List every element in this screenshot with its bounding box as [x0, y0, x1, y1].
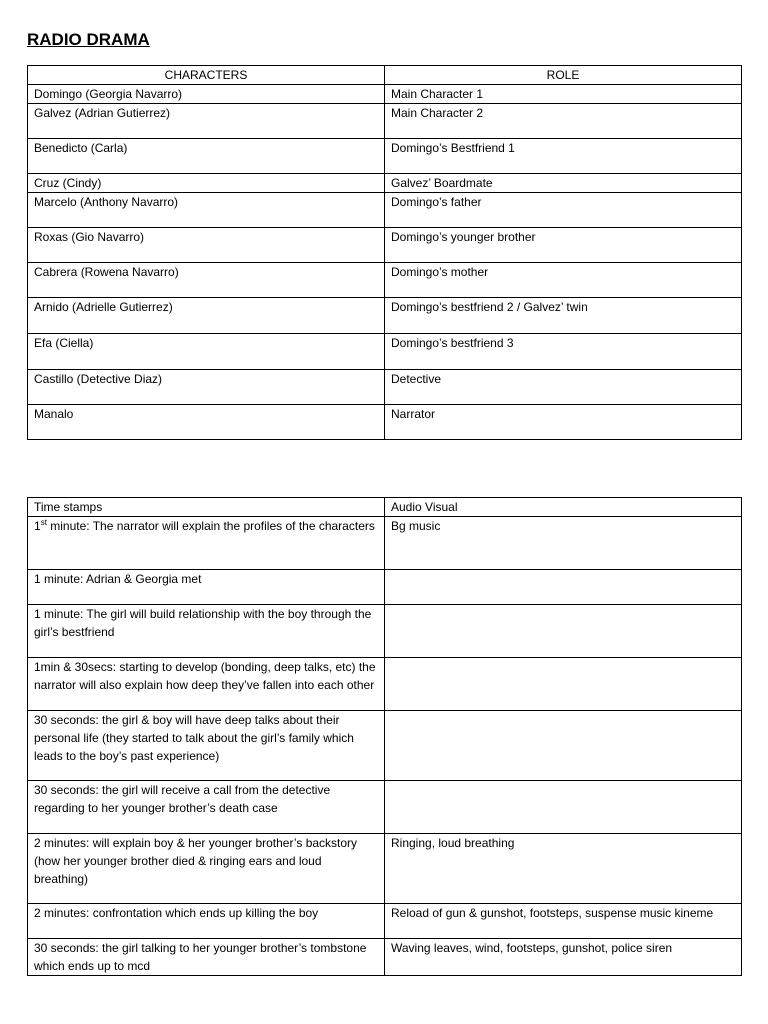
character-cell: Roxas (Gio Navarro) — [28, 228, 385, 263]
table-row — [28, 85, 742, 104]
time-cell: 1min & 30secs: starting to develop (bonding, deep talks, etc) the narrator will also explain how deep they’ve fallen into each other — [28, 658, 385, 711]
role-cell: Galvez’ Boardmate — [385, 174, 742, 193]
time-cell — [28, 517, 385, 570]
role-cell: Narrator — [385, 405, 742, 440]
table-row — [28, 517, 742, 570]
audio-cell: Bg music — [385, 517, 742, 570]
audio-cell — [385, 605, 742, 658]
table-row — [28, 570, 742, 605]
time-cell: 1 minute: Adrian & Georgia met — [28, 570, 385, 605]
table-row — [28, 370, 742, 405]
time-cell: 2 minutes: confrontation which ends up killing the boy — [28, 904, 385, 939]
table-row — [28, 834, 742, 904]
time-cell: 1 minute: The girl will build relationship with the boy through the girl’s bestfriend — [28, 605, 385, 658]
character-cell: Galvez (Adrian Gutierrez) — [28, 104, 385, 139]
table-row — [28, 405, 742, 440]
table-header-row — [28, 498, 742, 517]
audio-cell: Ringing, loud breathing — [385, 834, 742, 904]
page-title: RADIO DRAMA — [27, 30, 150, 49]
timestamps-table — [27, 497, 742, 976]
table-row — [28, 263, 742, 298]
audio-cell — [385, 711, 742, 781]
character-cell: Manalo — [28, 405, 385, 440]
table-row — [28, 193, 742, 228]
time-cell: 30 seconds: the girl talking to her younger brother’s tombstone which ends up to mcd — [28, 939, 385, 976]
table-row — [28, 298, 742, 334]
audio-cell — [385, 570, 742, 605]
table-row — [28, 228, 742, 263]
role-cell: Main Character 2 — [385, 104, 742, 139]
character-cell: Efa (Ciella) — [28, 334, 385, 370]
role-cell: Domingo’s bestfriend 3 — [385, 334, 742, 370]
column-header-time-stamps: Time stamps — [28, 498, 385, 517]
table-row — [28, 174, 742, 193]
table-row — [28, 605, 742, 658]
column-header-role: ROLE — [385, 66, 742, 85]
column-header-audio-visual: Audio Visual — [385, 498, 742, 517]
role-cell: Domingo’s bestfriend 2 / Galvez’ twin — [385, 298, 742, 334]
time-cell: 2 minutes: will explain boy & her younger brother’s backstory (how her younger brother died & ringing ears and loud breathing) — [28, 834, 385, 904]
table-row — [28, 939, 742, 976]
character-cell: Benedicto (Carla) — [28, 139, 385, 174]
role-cell: Domingo’s mother — [385, 263, 742, 298]
audio-cell: Waving leaves, wind, footsteps, gunshot, police siren — [385, 939, 742, 976]
audio-cell: Reload of gun & gunshot, footsteps, suspense music kineme — [385, 904, 742, 939]
character-cell: Marcelo (Anthony Navarro) — [28, 193, 385, 228]
table-row — [28, 139, 742, 174]
audio-cell — [385, 781, 742, 834]
table-row — [28, 104, 742, 139]
table-header-row — [28, 66, 742, 85]
table-row — [28, 334, 742, 370]
table-row — [28, 658, 742, 711]
role-cell: Domingo’s father — [385, 193, 742, 228]
time-cell: 30 seconds: the girl & boy will have deep talks about their personal life (they started to talk about the girl’s family which leads to the boy’s past experience) — [28, 711, 385, 781]
character-cell: Cruz (Cindy) — [28, 174, 385, 193]
character-cell: Domingo (Georgia Navarro) — [28, 85, 385, 104]
characters-table — [27, 65, 742, 440]
role-cell: Domingo’s Bestfriend 1 — [385, 139, 742, 174]
role-cell: Main Character 1 — [385, 85, 742, 104]
ordinal-number: 1 — [34, 519, 41, 533]
character-cell: Castillo (Detective Diaz) — [28, 370, 385, 405]
table-row — [28, 904, 742, 939]
table-row — [28, 711, 742, 781]
character-cell: Arnido (Adrielle Gutierrez) — [28, 298, 385, 334]
time-text: minute: The narrator will explain the profiles of the characters — [46, 519, 375, 533]
table-row — [28, 781, 742, 834]
role-cell: Domingo’s younger brother — [385, 228, 742, 263]
column-header-characters: CHARACTERS — [28, 66, 385, 85]
audio-cell — [385, 658, 742, 711]
character-cell: Cabrera (Rowena Navarro) — [28, 263, 385, 298]
role-cell: Detective — [385, 370, 742, 405]
ordinal-suffix: st — [40, 518, 47, 527]
time-cell: 30 seconds: the girl will receive a call from the detective regarding to her younger brother’s death case — [28, 781, 385, 834]
